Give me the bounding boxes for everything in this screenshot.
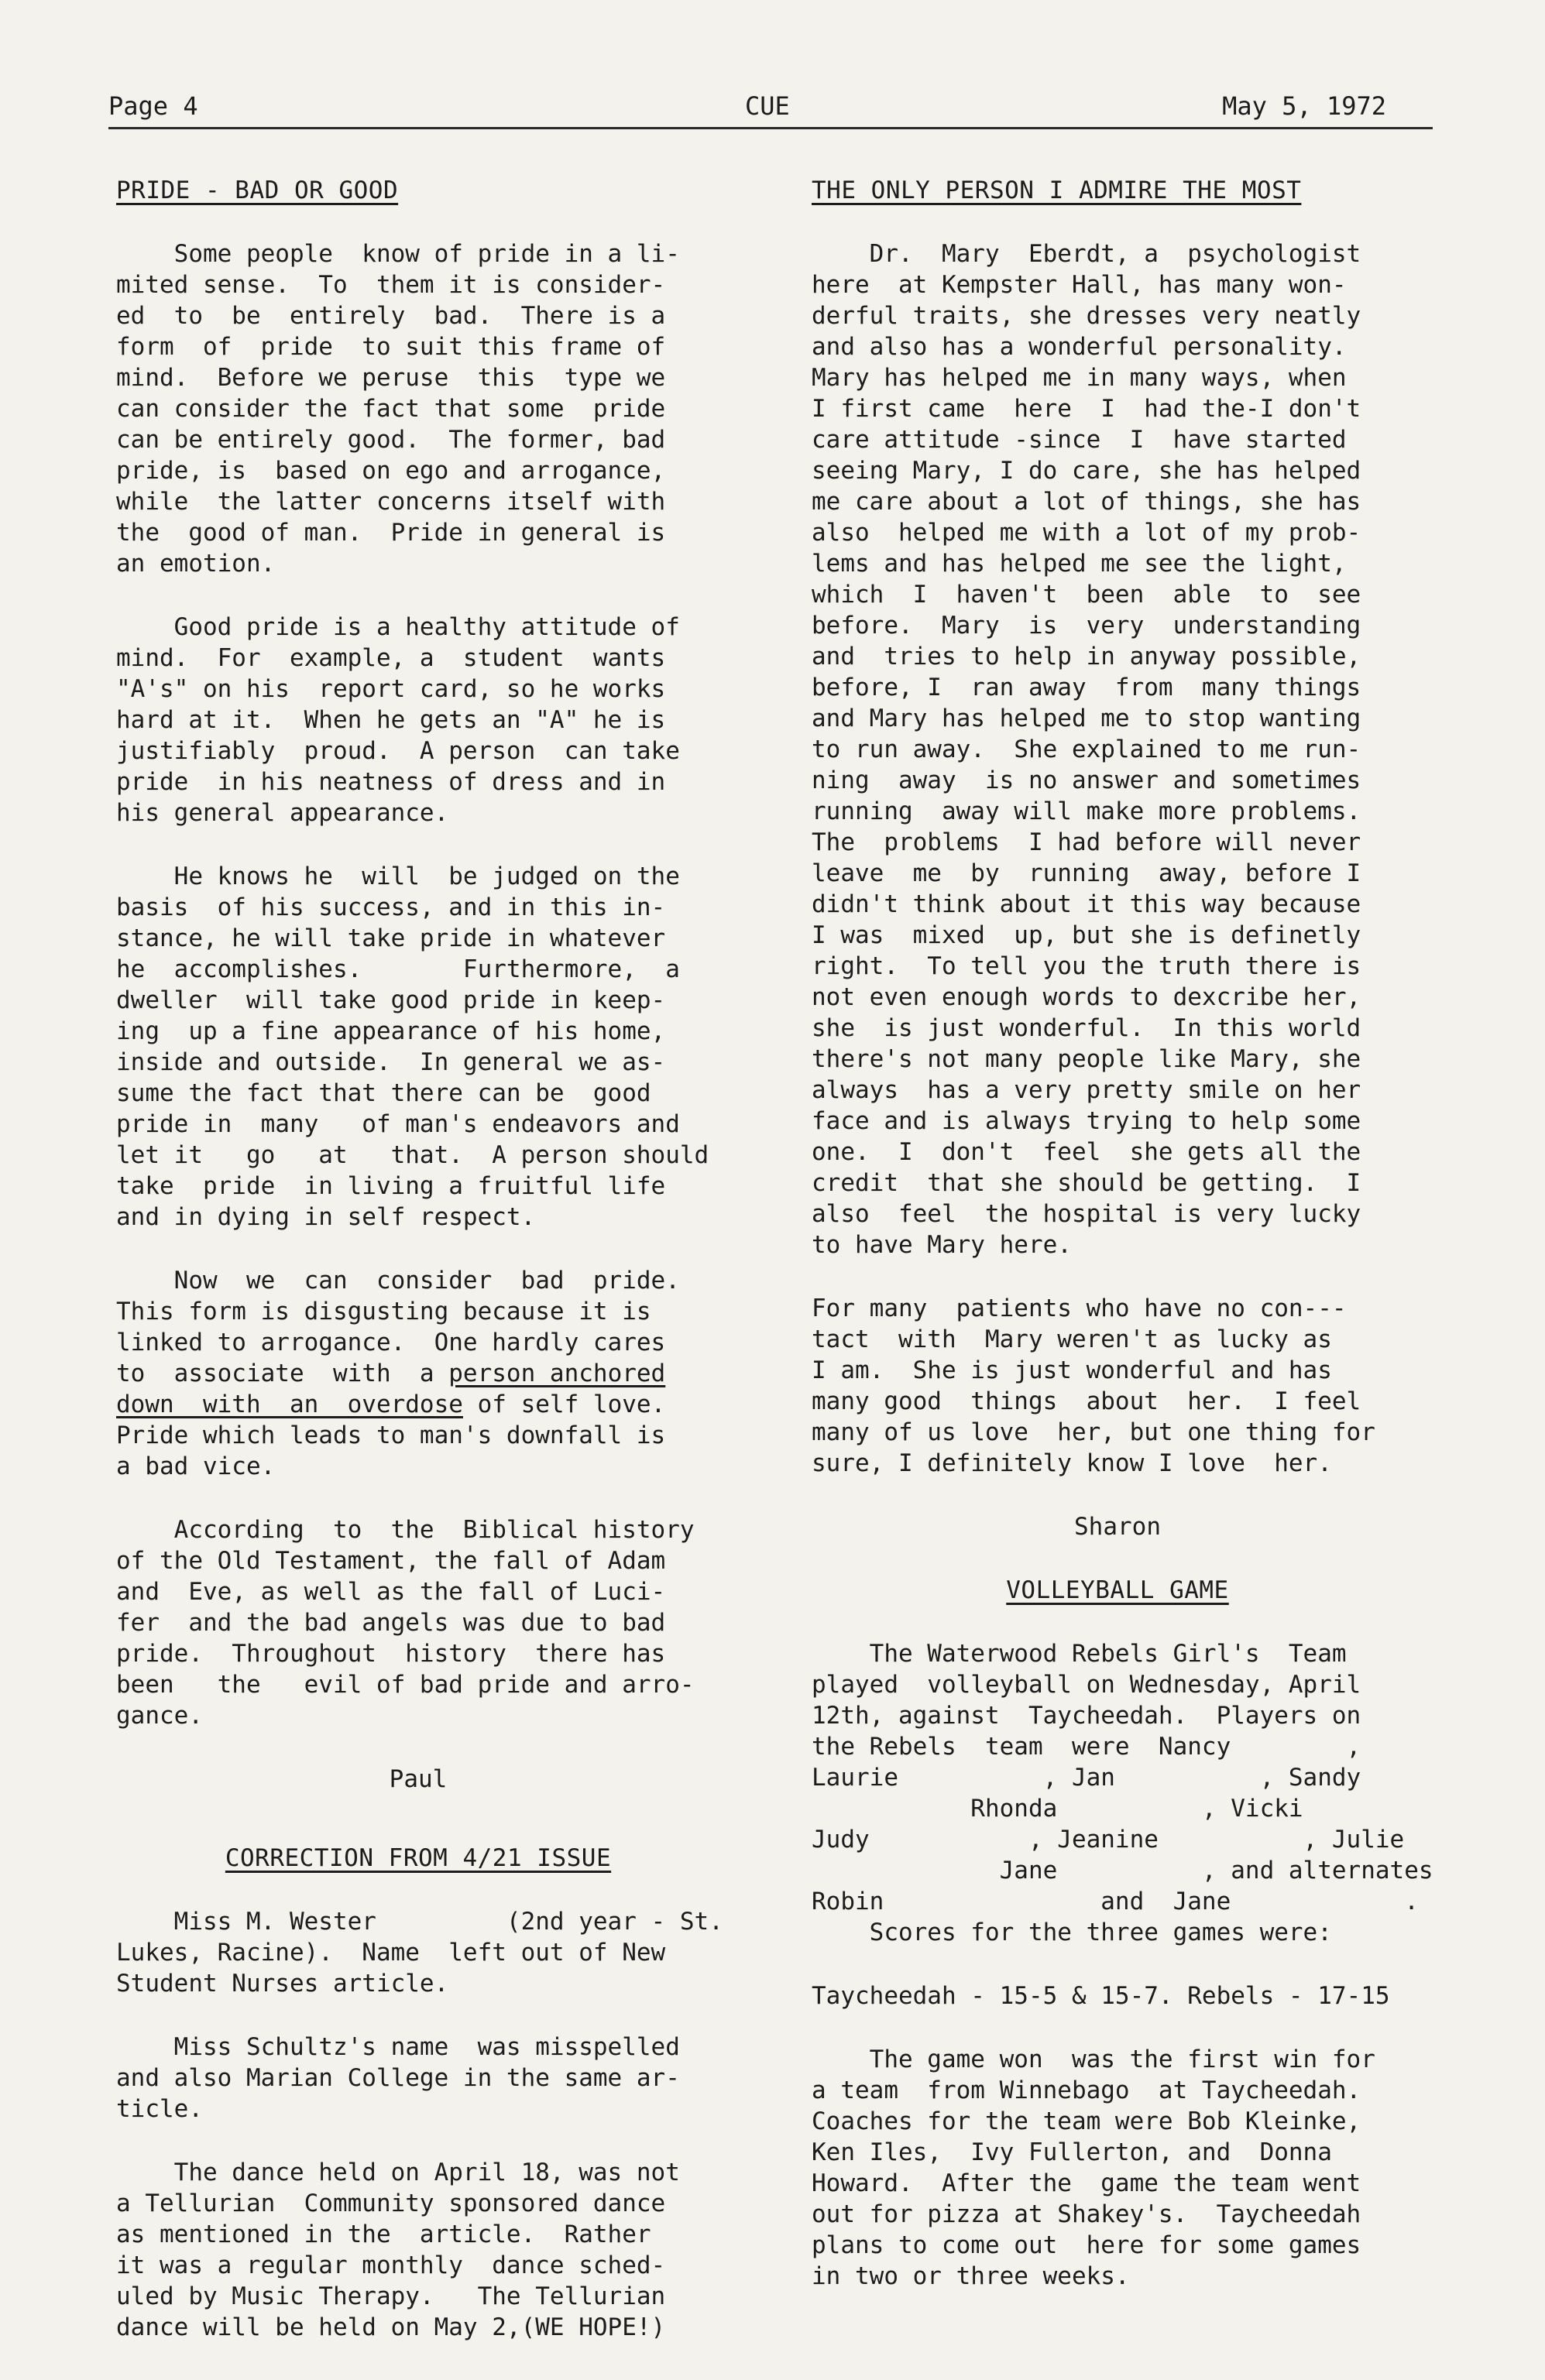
pride-paragraph-3: He knows he will be judged on the basis of his success, and in this in- stance, he will take pride in whatever he accomplishes. Furthermore, a dweller will take good pride in keep- ing up a fine appearance of his home, inside and outside. In general we as- sume the fact that there can be good pride in many of man's endeavors and let it go at that. A person should take pride in living a fruitful life and in dying in self respect. <box>116 862 709 1231</box>
page-number: Page 4 <box>108 91 198 121</box>
correction-article-title: CORRECTION FROM 4/21 ISSUE <box>225 1844 612 1872</box>
correction-paragraph-1: Miss M. Wester (2nd year - St. Lukes, Racine). Name left out of New Student Nurses article. <box>116 1908 723 1998</box>
admire-article-title: THE ONLY PERSON I ADMIRE THE MOST <box>812 177 1302 204</box>
admire-paragraph-2: For many patients who have no con--- tact with Mary weren't as lucky as I am. She is just wonderful and has many good things about her. I feel many of us love her, but one thing for sure, I definitely know I love her. <box>812 1295 1375 1477</box>
pride-article-title: PRIDE - BAD OR GOOD <box>116 177 399 204</box>
pride-paragraph-5: According to the Biblical history of the Old Testament, the fall of Adam and Eve, as well as the fall of Luci- fer and the bad angels was due to bad pride. Throughout history there has been the evil of bad pride and arro- gance. <box>116 1516 695 1730</box>
header-rule <box>108 127 1433 129</box>
pride-paragraph-1: Some people know of pride in a li- mited sense. To them it is consider- ed to be entirely bad. There is a form of pride to suit this frame of mind. Before we peruse this type we can consider the fact that some pride can be entirely good. The former, bad pride, is based on ego and arrogance, while the latter concerns itself with the good of man. Pride in general is an emotion. <box>116 240 680 578</box>
correction-paragraph-2: Miss Schultz's name was misspelled and also Marian College in the same ar- ticle. <box>116 2033 680 2123</box>
left-column <box>116 175 723 2343</box>
right-column <box>812 175 1433 2292</box>
pride-paragraph-4 <box>116 1265 720 1482</box>
admire-author-signature: Sharon <box>1074 1513 1161 1541</box>
pride-p4-underline-2: down with an overdose <box>116 1391 463 1418</box>
volleyball-article-title: VOLLEYBALL GAME <box>1006 1576 1229 1604</box>
pride-author-signature: Paul <box>389 1765 448 1793</box>
page-header <box>108 91 1433 130</box>
admire-paragraph-1: Dr. Mary Eberdt, a psychologist here at Kempster Hall, has many won- derful traits, she dresses very neatly and also has a wonderful personality. Mary has helped me in many ways, when I first came here I had the-I don't care attitude -since I have started seeing Mary, I do care, she has helped me care about a lot of things, she has also helped me with a lot of my prob- lems and has helped me see the light, which I haven't been able to see before. Mary is very understanding and tries to help in anyway possible, before, I ran away from many things and Mary has helped me to stop wanting to run away. She explained to me run- ning away is no answer and sometimes running away will make more problems. The problems I had before will never leave me by running away, before I didn't think about it this way because I was mixed up, but she is definetly right. To tell you the truth there is not even enough words to dexcribe her, she is just wonderful. In this world there's not many people like Mary, she always has a very pretty smile on her face and is always trying to help some one. I don't feel she gets all the credit that she should be getting. I also feel the hospital is very lucky to have Mary here. <box>812 240 1361 1259</box>
pride-paragraph-2: Good pride is a healthy attitude of mind. For example, a student wants "A's" on his report card, so he works hard at it. When he gets an "A" he is justifiably proud. A person can take pride in his neatness of dress and in his general appearance. <box>116 613 680 827</box>
correction-paragraph-3: The dance held on April 18, was not a Tellurian Community sponsored dance as mentioned in the article. Rather it was a regular monthly dance sched- uled by Music Therapy. The Tellurian dance will be held on May 2,(WE HOPE!) <box>116 2159 680 2341</box>
volleyball-paragraph-2: The game won was the first win for a team from Winnebago at Taycheedah. Coaches for the team were Bob Kleinke, Ken Iles, Ivy Fullerton, and Donna Howard. After the game the team went out for pizza at Shakey's. Taycheedah plans to come out here for some games in two or three weeks. <box>812 2046 1375 2290</box>
pride-p4-text-c: of self love. Pride which leads to man's downfall is a bad vice. <box>116 1391 666 1480</box>
publication-name: CUE <box>745 91 790 121</box>
volleyball-scores: Taycheedah - 15-5 & 15-7. Rebels - 17-15 <box>812 1982 1390 2010</box>
issue-date: May 5, 1972 <box>1222 91 1386 121</box>
pride-p4-text-a: Now we can consider bad pride. This form is disgusting because it is linked to arrogance. One hardly cares to associate with a <box>116 1267 680 1387</box>
volleyball-paragraph-1: The Waterwood Rebels Girl's Team played volleyball on Wednesday, April 12th, against Taycheedah. Players on the Rebels team were Nancy , Laurie , Jan , Sandy Rhonda , Vicki Judy , Jeanine , Julie Jane , and alternates Robin and Jane . Scores for the three games were: <box>812 1640 1433 1946</box>
pride-p4-underline-1: person anchored <box>448 1360 666 1387</box>
